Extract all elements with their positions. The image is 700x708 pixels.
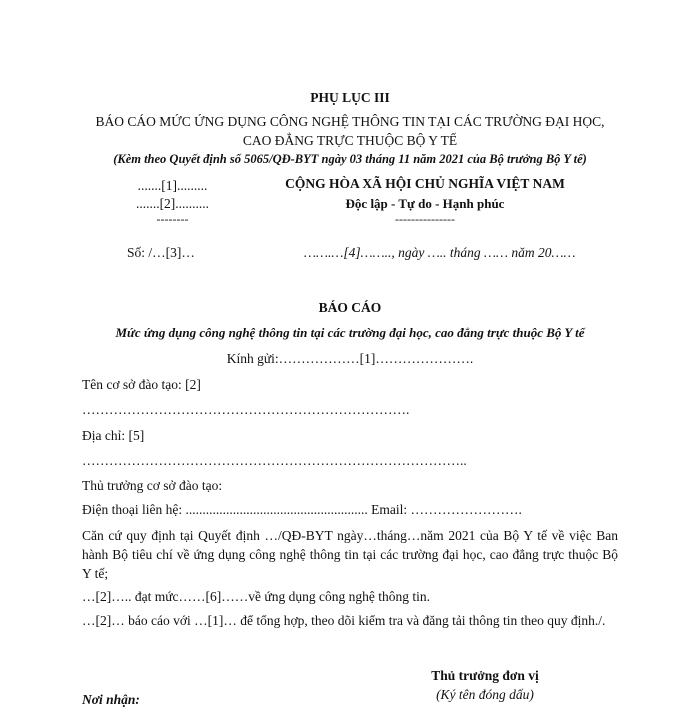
appendix-title: PHỤ LỤC III [310, 90, 390, 105]
nation-motto: Độc lập - Tự do - Hạnh phúc [345, 196, 505, 211]
appendix-heading-line-2: CAO ĐẲNG TRỰC THUỘC BỘ Y TẾ [242, 133, 458, 148]
address-blank: ………………………………………………………………………….. [82, 453, 467, 468]
legal-basis-paragraph: Căn cứ quy định tại Quyết định …/QĐ-BYT ngày…tháng…năm 2021 của Bộ Y tế về việc Ban hành Bộ tiêu chí về ứng dụng công nghệ thông tin tại các trường đại học, cao đẳng trực thuộc Bộ Y tế; [82, 528, 618, 581]
signatory-title: Thủ trưởng đơn vị [431, 668, 539, 683]
signatory-note: (Ký tên đóng dấu) [436, 687, 534, 702]
document-number: Số: /…[3]… [127, 245, 195, 260]
appendix-heading-line-1: BÁO CÁO MỨC ỨNG DỤNG CÔNG NGHỆ THÔNG TIN TẠI CÁC TRƯỜNG ĐẠI HỌC, [95, 114, 605, 129]
submission-line: …[2]… báo cáo với …[1]… để tổng hợp, theo dõi kiểm tra và đăng tải thông tin theo quy định./. [82, 613, 606, 628]
place-and-date: …….…[4]…….., ngày ….. tháng …… năm 20…… [304, 245, 576, 260]
recipients-label: Nơi nhận: [82, 692, 140, 707]
appendix-note: (Kèm theo Quyết định số 5065/QĐ-BYT ngày 03 tháng 11 năm 2021 của Bộ trưởng Bộ Y tế) [113, 152, 587, 166]
left-divider: -------- [156, 212, 189, 226]
report-title: BÁO CÁO [318, 300, 382, 315]
right-divider: --------------- [395, 212, 455, 226]
nation-title: CỘNG HÒA XÃ HỘI CHỦ NGHĨA VIỆT NAM [285, 176, 565, 191]
institution-name-blank: ………………………………………………………………. [82, 402, 410, 417]
issuing-authority: .......[1]......... [137, 178, 208, 193]
institution-name-field: Tên cơ sở đào tạo: [2] [82, 377, 201, 392]
report-subtitle: Mức ứng dụng công nghệ thông tin tại các trường đại học, cao đẳng trực thuộc Bộ Y tế [115, 325, 585, 340]
recipient-line: Kính gửi:………………[1]…………………. [226, 351, 474, 366]
achievement-level-line: …[2]….. đạt mức……[6]……về ứng dụng công nghệ thông tin. [82, 589, 430, 604]
address-field: Địa chỉ: [5] [82, 428, 145, 443]
issuing-unit: .......[2].......... [135, 196, 210, 211]
contact-field: Điện thoại liên hệ: ...................................................... Email: ……………………. [82, 502, 522, 517]
institution-head-field: Thủ trưởng cơ sở đào tạo: [82, 478, 223, 493]
